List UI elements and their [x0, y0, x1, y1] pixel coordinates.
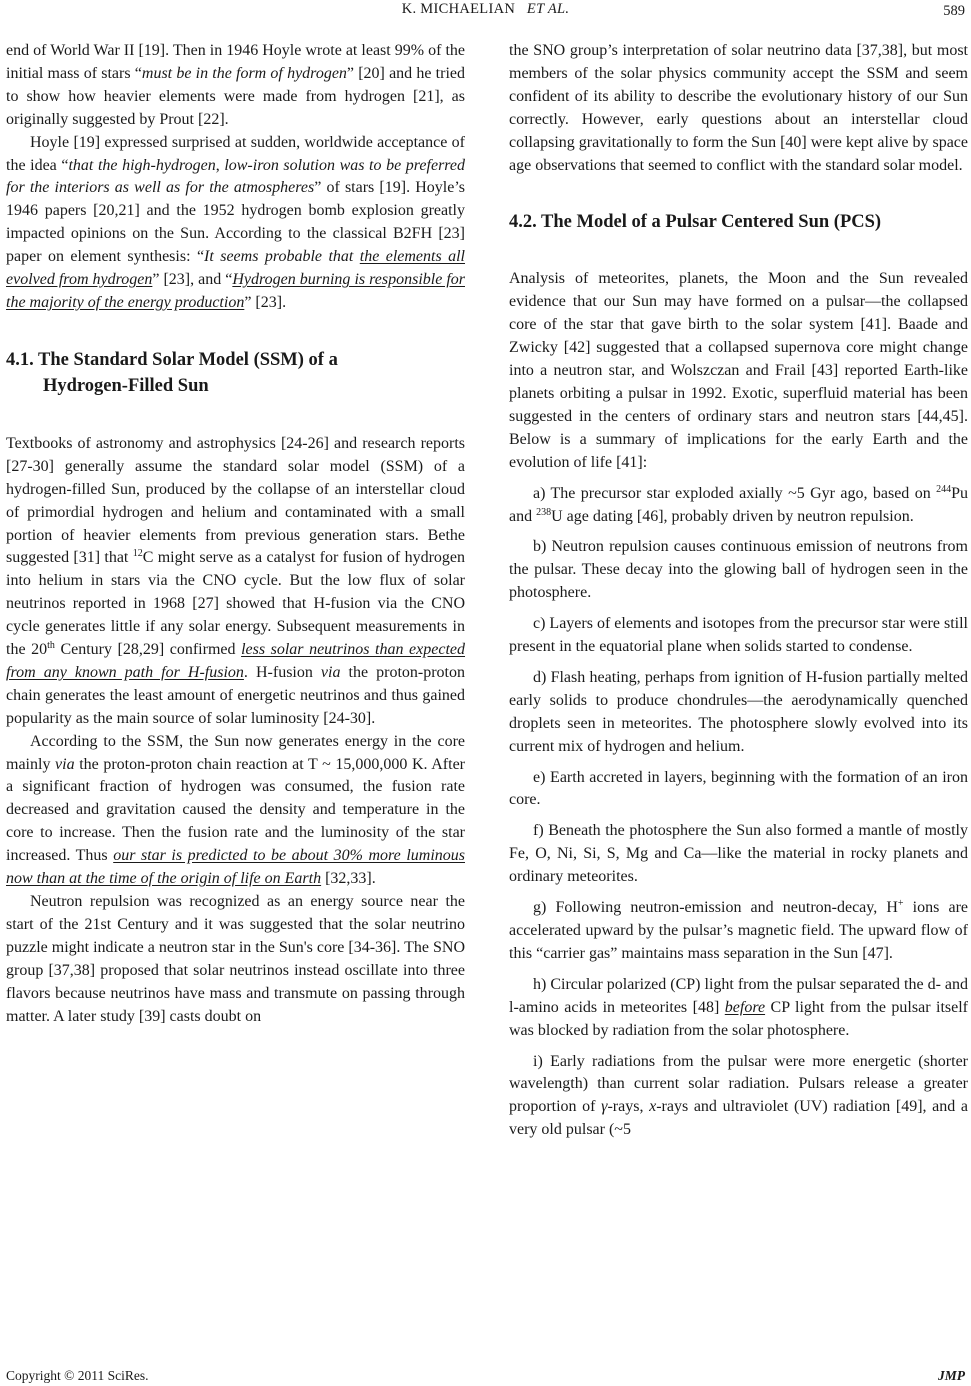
copyright-notice: Copyright © 2011 SciRes.	[6, 1368, 149, 1383]
paragraph: Textbooks of astronomy and astrophysics [24-26] and research reports [27-30] generally assume the standard solar model (SSM) of a hydrogen-filled Sun, produced by the collapse of an interstellar cloud of primordial hydrogen and helium and contaminated with a small portion of heavier elements from previous generation stars. Bethe suggested [31] that $^{12}$C might serve as a catalyst for fusion of hydrogen into helium in stars via the CNO cycle. But the low flux of solar neutrinos reported in 1968 [27] showed that H-fusion via the CNO cycle generates little if any solar energy. Subsequent measurements in the 20th Century [28,29] confirmed less solar neutrinos than expected from any known path for H-fusion. H-fusion via the proton-proton chain generates the least amount of energetic neutrinos and thus gained popularity as the main source of solar luminosity [24-30].	[6, 434, 466, 727]
paragraph: end of World War II [19]. Then in 1946 Hoyle wrote at least 99% of the initial mass of stars “must be in the form of hydrogen” [20] and he tried to show how heavier elements were made from hydrogen [21], as originally suggested by Prout [22].	[6, 42, 466, 128]
list-item: d) Flash heating, perhaps from ignition of H-fusion partially melted early solids to produce chondrules—the aerodynamically quenched droplets seen in meteorites. The photosphere slowly evolved into its current mix of hydrogen and helium.	[509, 668, 968, 755]
paragraph: According to the SSM, the Sun now generates energy in the core mainly via the proton-proton chain reaction at T ~ 15,000,000 K. After a significant fraction of hydrogen was consumed, the fusion rate decreased and gravitation caused the density and temperature in the core to increase. Then the fusion rate and the luminosity of the star increased. Thus our star is predicted to be about 30% more luminous now than at the time of the origin of life on Earth [32,33].	[6, 732, 466, 888]
list-item: c) Layers of elements and isotopes from the precursor star were still present in the equatorial plane when solids started to condense.	[509, 615, 968, 656]
paragraph: Hoyle [19] expressed surprised at sudden, worldwide acceptance of the idea “that the high-hydrogen, low-iron solution was to be preferred for the interiors as well as for the atmospheres” of stars [19]. Hoyle’s 1946 papers [20,21] and the 1952 hydrogen bomb explosion greatly impacted opinions on the Sun. According to the classical B2FH [23] paper on element synthesis: “It seems probable that the elements all evolved from hydrogen” [23], and “Hydrogen burning is responsible for the majority of the energy production” [23].	[6, 133, 466, 311]
et-al: ET AL.	[526, 1, 570, 17]
section-heading-4-2: 4.2. The Model of a Pulsar Centered Sun (PCS)	[509, 212, 882, 233]
list-item: e) Earth accreted in layers, beginning with the formation of an iron core.	[509, 768, 968, 809]
paragraph: the SNO group’s interpretation of solar neutrino data [37,38], but most members of the solar physics community accept the SSM and seem confident of its ability to describe the evolutionary history of our Sun correctly. However, early questions about an interstellar cloud collapsing gravitationally to form the Sun [40] were kept alive by space age observations that seemed to conflict with the standard solar model.	[509, 42, 968, 174]
left-column	[6, 40, 465, 1028]
journal-abbreviation: JMP	[938, 1368, 965, 1383]
list-item: f) Beneath the photosphere the Sun also formed a mantle of mostly Fe, O, Ni, Si, S, Mg and Ca—like the material in rocky planets and ordinary meteorites.	[509, 822, 968, 886]
running-head-authors: K. MICHAELIAN ET AL.	[401, 1, 570, 17]
paragraph: Neutron repulsion was recognized as an energy source near the start of the 21st Century and it was suggested that the solar neutrino puzzle might indicate a neutron star in the Sun's core [34-36]. The SNO group [37,38] proposed that solar neutrinos instead oscillate into three flavors because neutrinos have mass and transmute on passing through matter. A later study [39] casts doubt on	[6, 893, 465, 1025]
page-number: 589	[943, 3, 965, 19]
page-footer	[0, 1368, 971, 1386]
paragraph: Analysis of meteorites, planets, the Moon and the Sun revealed evidence that our Sun may have formed on a pulsar—the collapsed core of the star that gave birth to the solar system [41]. Baade and Zwicky [42] suggested that a collapsed supernova core might change into a neutron star, and Wolszczan and Frail [43] reported Earth-like planets orbiting a pulsar in 1992. Exotic, superfluid material has been suggested in the centers of ordinary stars and neutron stars [44,45]. Below is a summary of implications for the early Earth and the evolution of life [41]:	[509, 270, 968, 471]
list-item: a) The precursor star exploded axially ~5 Gyr ago, based on $^{244}$Pu and $^{238}$U age dating [46], probably driven by neutron repulsion.	[509, 483, 968, 525]
list-item: h) Circular polarized (CP) light from the pulsar separated the d- and l-amino acids in meteorites [48] before CP light from the pulsar itself was blocked by radiation from the solar photosphere.	[509, 975, 968, 1039]
list-item: b) Neutron repulsion causes continuous emission of neutrons from the pulsar. These decay into the glowing ball of hydrogen seen in the photosphere.	[509, 538, 968, 602]
list-item: g) Following neutron-emission and neutron-decay, H+ ions are accelerated upward by the pulsar’s magnetic field. The upward flow of this “carrier gas” maintains mass separation in the Sun [47].	[509, 898, 968, 962]
section-heading-4-1: 4.1. The Standard Solar Model (SSM) of a Hydrogen-Filled Sun	[6, 349, 338, 396]
right-column	[509, 40, 968, 1142]
list-item: i) Early radiations from the pulsar were more energetic (shorter wavelength) than current solar radiation. Pulsars release a greater proportion of γ-rays, x-rays and ultraviolet (UV) radiation [49], and a very old pulsar (~5	[509, 1052, 969, 1139]
running-head	[0, 0, 971, 24]
